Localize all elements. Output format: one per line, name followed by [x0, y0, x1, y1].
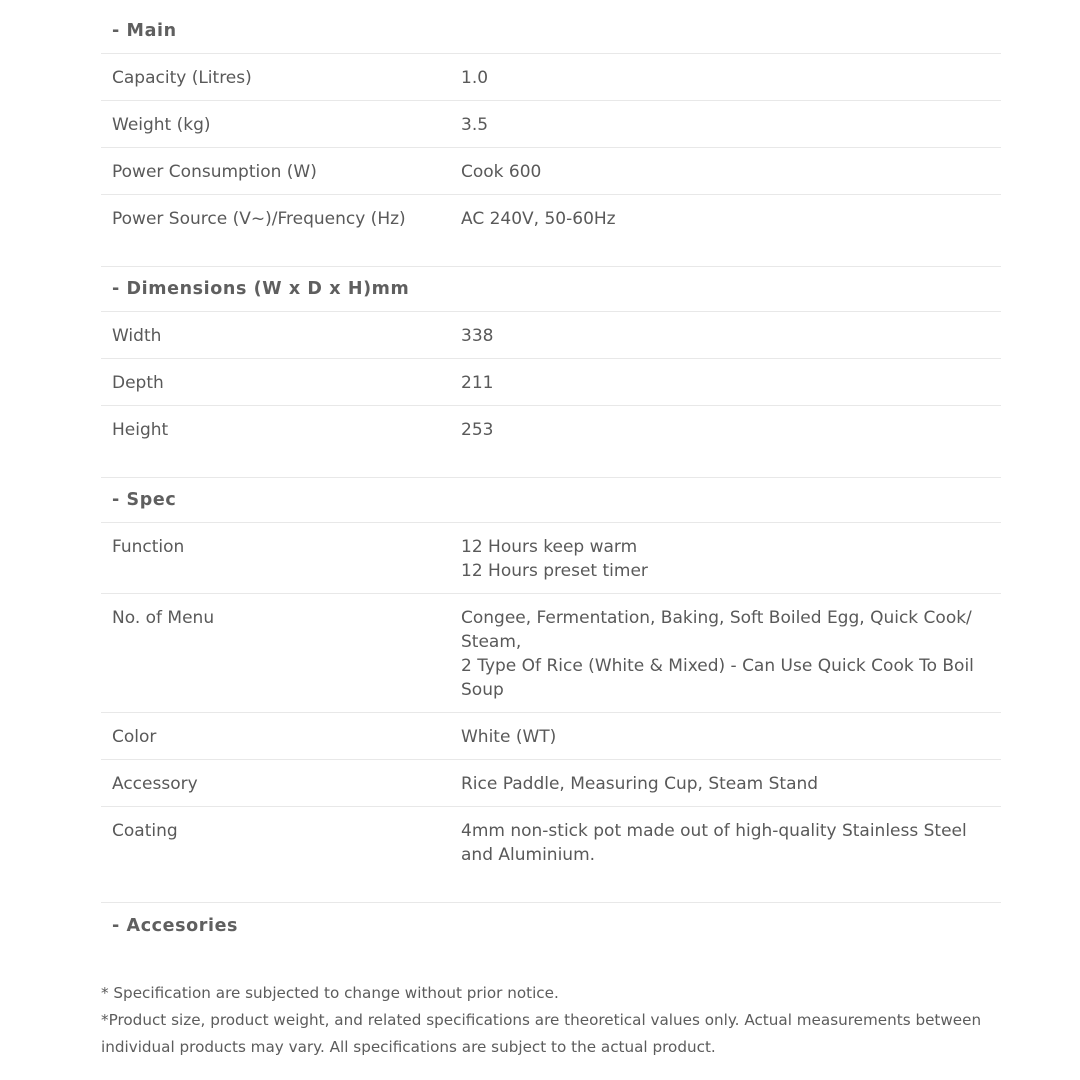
spec-value: Cook 600: [461, 162, 542, 182]
spec-row-menu: [101, 594, 1001, 713]
spec-value: [461, 523, 1001, 593]
spec-label: Function: [112, 537, 185, 557]
spec-label: Color: [112, 727, 157, 747]
spec-label: Power Consumption (W): [112, 162, 317, 182]
spec-value: 338: [461, 326, 494, 346]
spec-label: Coating: [112, 821, 178, 841]
disclaimer-notes: [101, 980, 1001, 1061]
spec-row-width: [101, 312, 1001, 359]
spec-row-power-source: [101, 195, 1001, 241]
spec-label: Power Source (V~)/Frequency (Hz): [112, 209, 406, 229]
spec-label: Width: [112, 326, 162, 346]
disclaimer-note: * Specification are subjected to change without prior notice.: [101, 984, 559, 1002]
spec-row-function: [101, 523, 1001, 594]
spec-label: Height: [112, 420, 169, 440]
section-header-main: - Main: [101, 8, 1001, 54]
spec-value-line: 12 Hours keep warm: [461, 537, 638, 557]
spec-value: White (WT): [461, 727, 557, 747]
spec-value-line: 2 Type Of Rice (White & Mixed) - Can Use Quick Cook To Boil Soup: [461, 656, 974, 700]
spec-label: Depth: [112, 373, 164, 393]
spec-value-line: 12 Hours preset timer: [461, 561, 648, 581]
spec-row-coating: [101, 807, 1001, 877]
spec-value: 3.5: [461, 115, 489, 135]
spec-value: 253: [461, 420, 494, 440]
spec-label: Accessory: [112, 774, 198, 794]
spec-value: Rice Paddle, Measuring Cup, Steam Stand: [461, 774, 819, 794]
spec-row-capacity: [101, 54, 1001, 101]
disclaimer-note: *Product size, product weight, and related specifications are theoretical values only. Actual measurements between individual products may vary. All specifications are subject to the actual product.: [101, 1011, 982, 1056]
spec-table: [101, 8, 1001, 948]
spec-row-weight: [101, 101, 1001, 148]
spec-row-accessory: [101, 760, 1001, 807]
spec-value: 1.0: [461, 68, 489, 88]
spec-label: Capacity (Litres): [112, 68, 252, 88]
spec-row-height: [101, 406, 1001, 452]
spec-label: Weight (kg): [112, 115, 211, 135]
section-header-spec: - Spec: [101, 477, 1001, 523]
spec-value: 211: [461, 373, 494, 393]
spec-value: 4mm non-stick pot made out of high-quality Stainless Steel and Aluminium.: [461, 821, 967, 865]
spec-row-depth: [101, 359, 1001, 406]
spec-value-line: Congee, Fermentation, Baking, Soft Boiled Egg, Quick Cook/ Steam,: [461, 608, 972, 652]
spec-row-power-consumption: [101, 148, 1001, 195]
section-header-accessories: - Accesories: [101, 902, 1001, 948]
section-header-dimensions: - Dimensions (W x D x H)mm: [101, 266, 1001, 312]
spec-value: AC 240V, 50-60Hz: [461, 209, 616, 229]
spec-value: [461, 594, 1001, 712]
spec-row-color: [101, 713, 1001, 760]
spec-label: No. of Menu: [112, 608, 215, 628]
